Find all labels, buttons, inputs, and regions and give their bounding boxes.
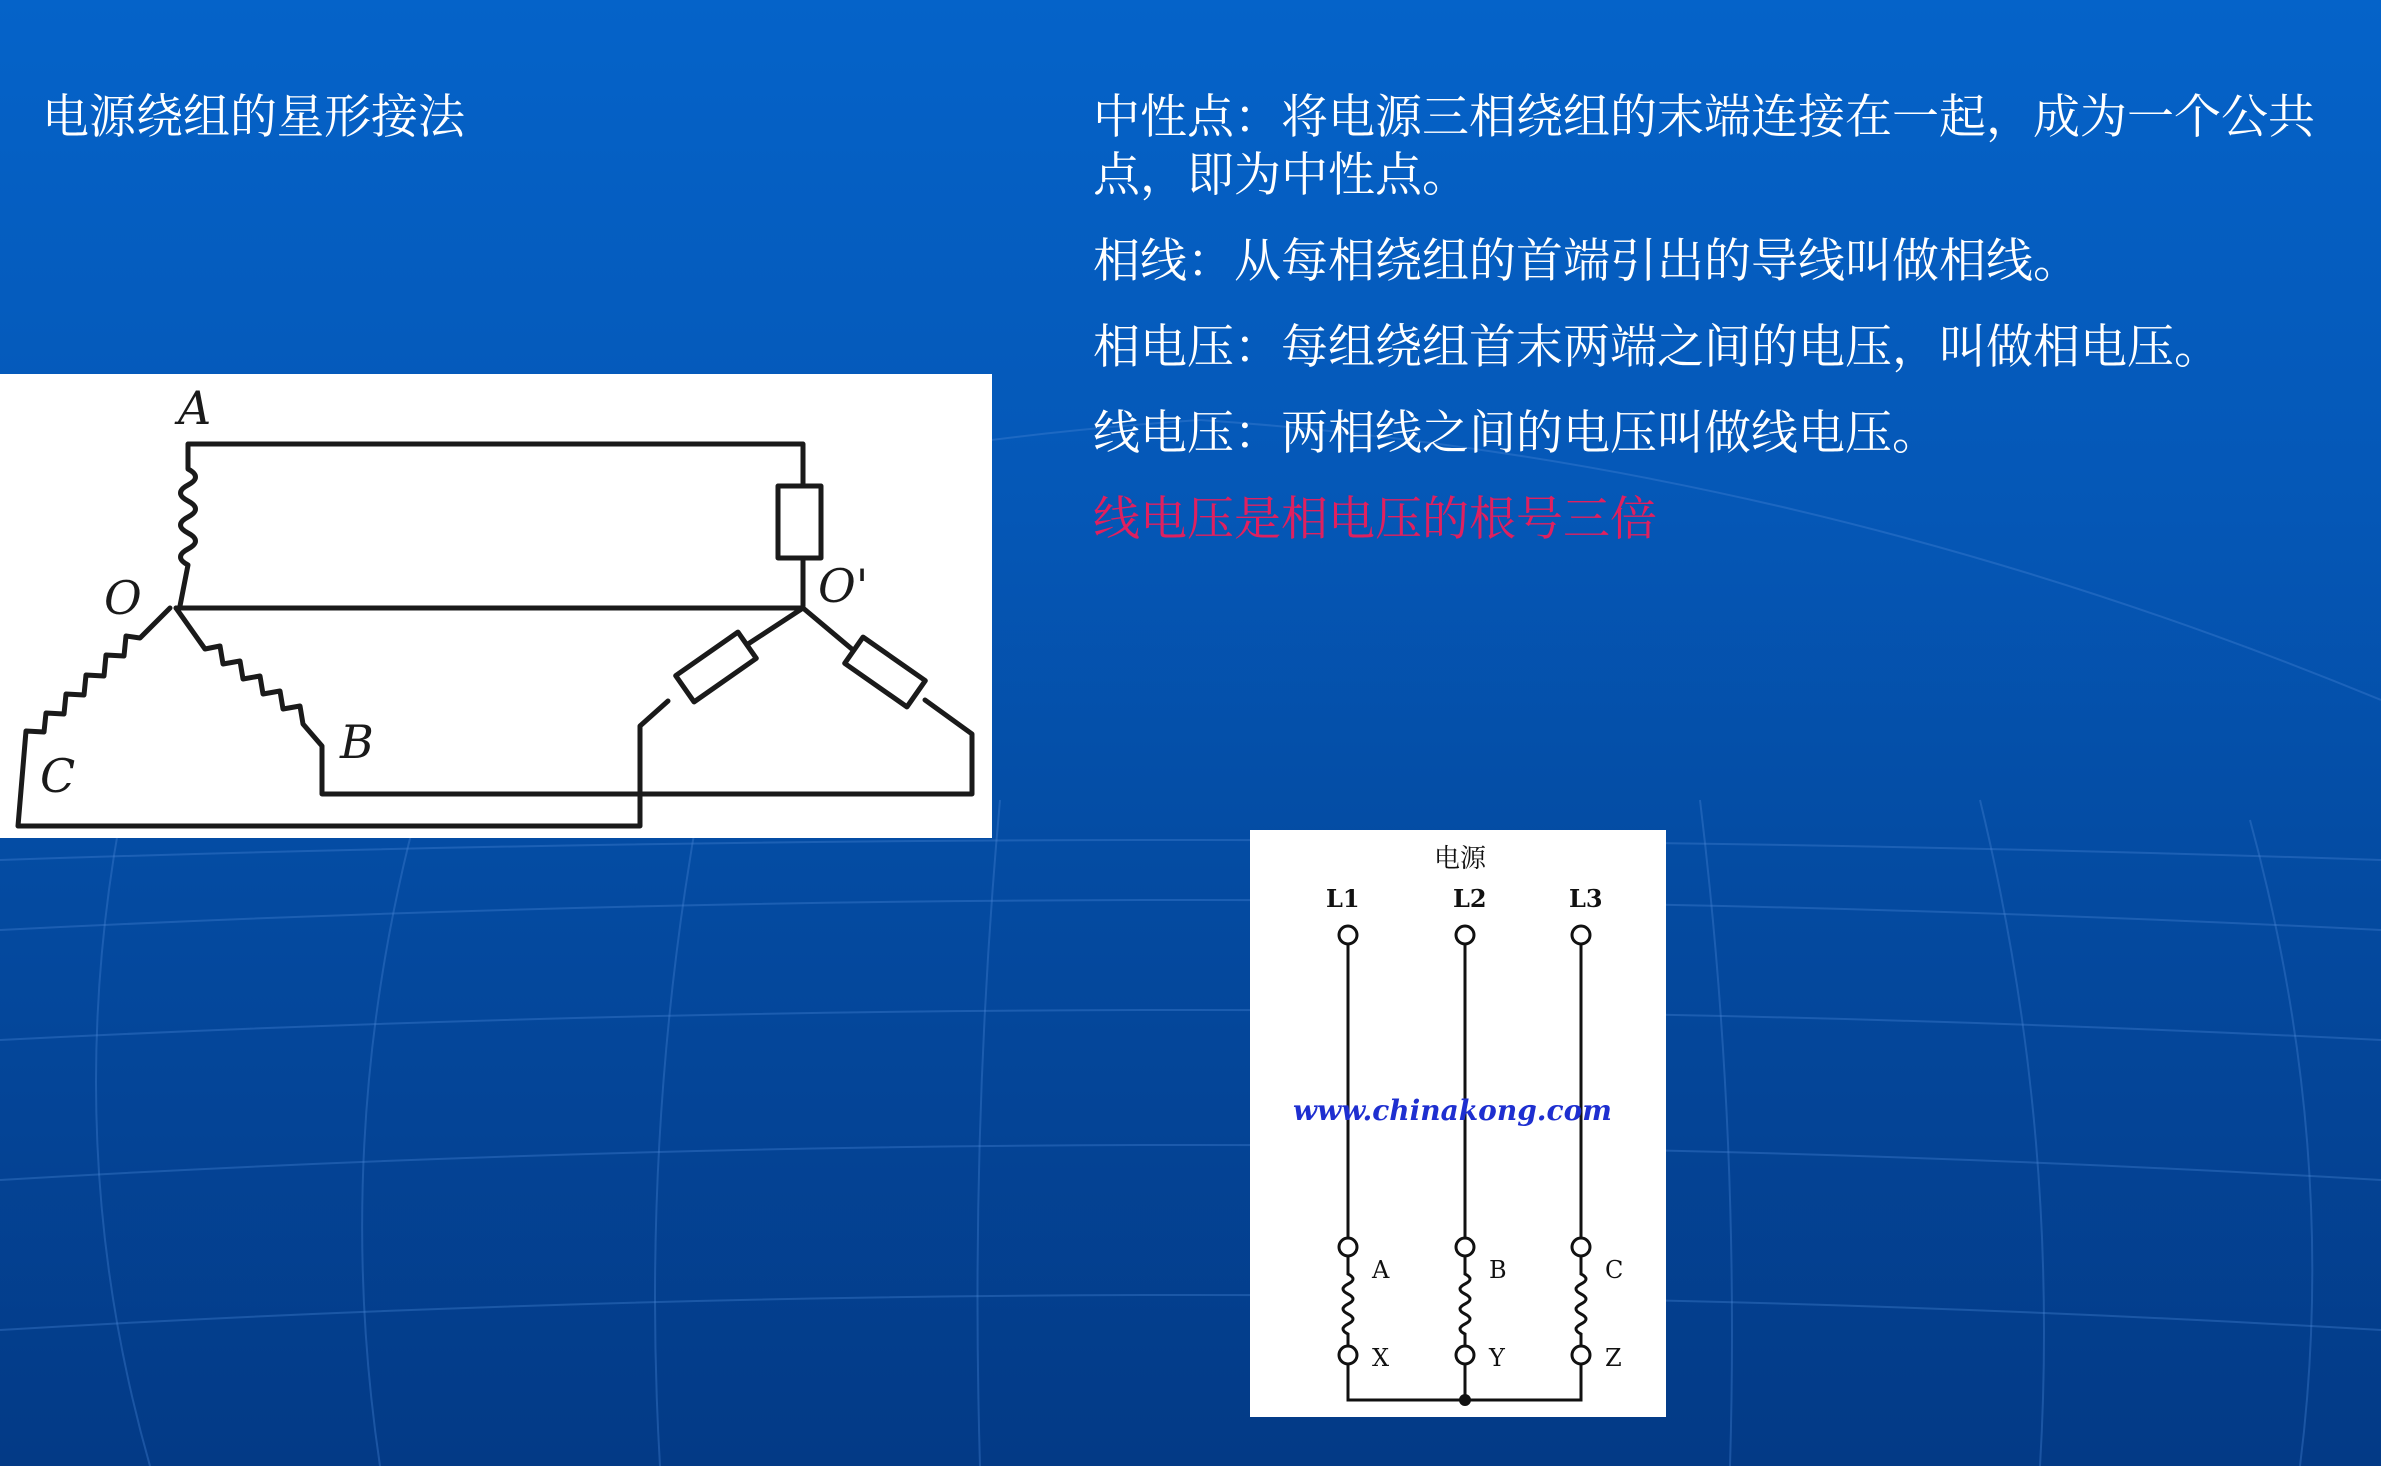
terminal-z — [1572, 1346, 1590, 1364]
wire-a — [188, 444, 803, 486]
highlight-statement: 线电压是相电压的根号三倍 — [1093, 492, 1657, 547]
line-label-l3: L3 — [1569, 884, 1603, 913]
terminal-l3 — [1572, 926, 1590, 944]
label-o-prime: O' — [818, 559, 869, 613]
definition-phase-voltage: 相电压：每组绕组首末两端之间的电压，叫做相电压。 — [1093, 320, 2221, 375]
label-phase-c: C — [1605, 1256, 1624, 1284]
label-phase-b: B — [1489, 1256, 1507, 1284]
load-resistor-top — [778, 486, 821, 558]
star-connection-diagram — [0, 374, 992, 838]
winding-c — [1576, 1256, 1586, 1346]
watermark: www.chinakong.com — [1293, 1094, 1612, 1127]
terminal-b — [1456, 1238, 1474, 1256]
label-phase-a: A — [1372, 1256, 1390, 1284]
load-resistor-right — [845, 637, 926, 707]
label-b: B — [340, 715, 374, 769]
terminal-x — [1339, 1346, 1357, 1364]
slide-title: 电源绕组的星形接法 — [42, 90, 465, 145]
label-phase-y: Y — [1489, 1344, 1505, 1372]
definition-line-voltage: 线电压：两相线之间的电压叫做线电压。 — [1093, 406, 1939, 461]
label-a: A — [178, 381, 212, 435]
definition-phase-line: 相线：从每相绕组的首端引出的导线叫做相线。 — [1093, 234, 2080, 289]
definitions-list — [1093, 89, 2353, 577]
terminal-l2 — [1456, 926, 1474, 944]
definition-neutral-point: 中性点：将电源三相绕组的末端连接在一起，成为一个公共点，即为中性点。 — [1093, 90, 2315, 203]
line-label-l2: L2 — [1453, 884, 1487, 913]
line-label-l1: L1 — [1326, 884, 1360, 913]
power-source-diagram — [1250, 830, 1666, 1417]
winding-b — [1460, 1256, 1470, 1346]
terminal-l1 — [1339, 926, 1357, 944]
star-diagram-svg — [0, 374, 992, 838]
label-phase-z: Z — [1605, 1344, 1622, 1372]
coil-a — [180, 446, 196, 606]
label-o: O — [104, 571, 142, 625]
terminal-y — [1456, 1346, 1474, 1364]
winding-a — [1343, 1256, 1353, 1346]
load-resistor-left — [676, 632, 757, 702]
label-phase-x: X — [1372, 1344, 1390, 1372]
power-header: 电源 — [1434, 844, 1487, 874]
terminal-a — [1339, 1238, 1357, 1256]
terminal-c — [1572, 1238, 1590, 1256]
coil-b — [176, 608, 972, 794]
power-diagram-svg — [1250, 830, 1666, 1417]
label-c: C — [40, 749, 76, 803]
neutral-junction — [1459, 1394, 1471, 1406]
